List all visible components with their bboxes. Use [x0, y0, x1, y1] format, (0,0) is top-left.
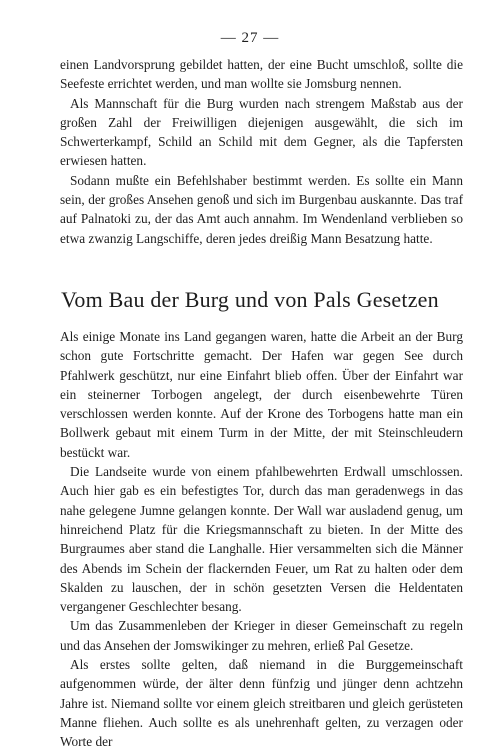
paragraph: Als Mannschaft für die Burg wurden nach strengem Maßstab aus der großen Zahl der Freiwilligen diejenigen ausgewählt, die sich im Schwerterkampf, Schild an Schild mit dem Gegner, als die Tapfersten erwiesen hatten. [60, 95, 463, 169]
paragraph: Als erstes sollte gelten, daß niemand in die Burggemeinschaft aufgenommen würde, der älter denn fünfzig und jünger denn achtzehn Jahre ist. Niemand sollte vor einem gleich streitbaren und gleich gerüsteten Manne fliehen. Auch sollte es als unehrenhaft gelten, zu verzagen oder Worte der [60, 657, 463, 750]
section-heading: Vom Bau der Burg und von Pals Gesetzen [61, 287, 439, 312]
paragraph: Die Landseite wurde von einem pfahlbewehrten Erdwall umschlossen. Auch hier gab es ein befestigtes Tor, durch das man geradenwegs in das nahe gelegene Jumne gelangen konnte. Der Wall war ausladend genug, um hinreichend Platz für die Kriegsmannschaft zu bieten. In der Mitte des Burgraumes aber stand die Langhalle. Hier versammelten sich die Männer des Abends im Schein der flackernden Feuer, um Rat zu halten oder dem Skalden zu lauschen, der in schön gesetzten Versen die Heldentaten vergangener Geschlechter besang. [60, 464, 463, 615]
paragraph: Um das Zusammenleben der Krieger in dieser Gemeinschaft zu regeln und das Ansehen der Jomswikinger zu mehren, erließ Pal Gesetze. [60, 618, 463, 653]
paragraph: Sodann mußte ein Befehlshaber bestimmt werden. Es sollte ein Mann sein, der großes Ansehen genoß und sich im Burgenbau auskannte. Das traf auf Palnatoki zu, der das Amt auch annahm. Im Wendenland verblieben so etwa zwanzig Langschiffe, deren jedes dreißig Mann Besatzung hatte. [60, 172, 463, 246]
paragraph: Als einige Monate ins Land gegangen waren, hatte die Arbeit an der Burg schon gute Fortschritte gemacht. Der Hafen war gegen See durch Pfahlwerk geschützt, nur eine Einfahrt blieb offen. Über der Einfahrt war ein steinerner Torbogen angelegt, der durch eisenbewehrte Türen verschlossen werden konnte. Auf der Krone des Torbogens hatte man ein Bollwerk gebaut mit einem Turm in der Mitte, der mit Steinschleudern bestückt war. [60, 329, 463, 460]
page-number: — 27 — [220, 30, 280, 46]
paragraph: einen Landvorsprung gebildet hatten, der eine Bucht umschloß, sollte die Seefeste errichtet werden, und man wollte sie Jomsburg nennen. [60, 57, 463, 92]
text-block-main [60, 327, 463, 752]
text-block-top [60, 55, 463, 248]
